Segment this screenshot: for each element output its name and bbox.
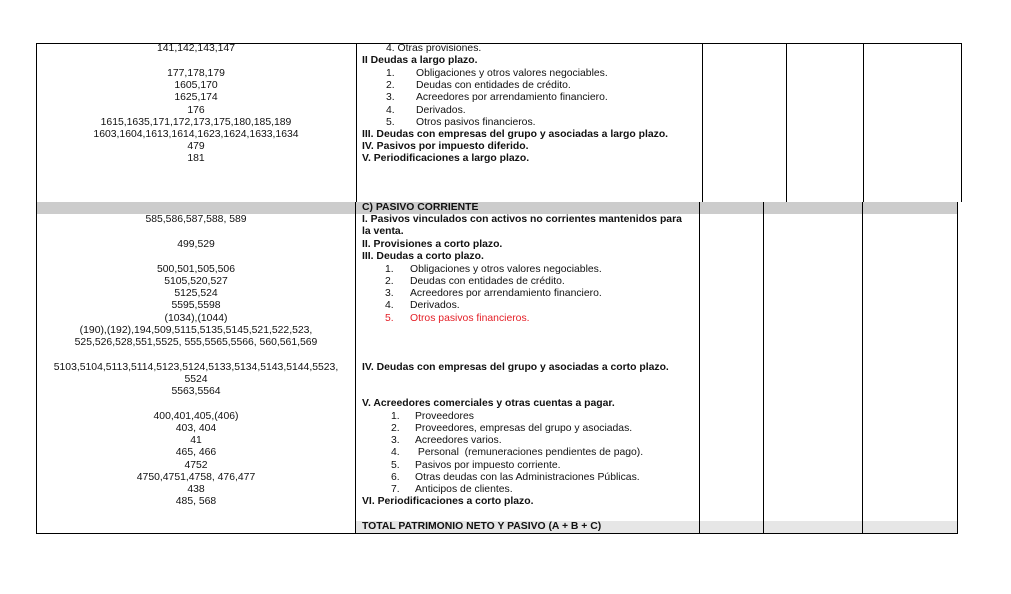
account-code: 41 [190,435,202,446]
item-number: 1. [391,411,400,422]
account-code: 5103,5104,5113,5114,5123,5124,5133,5134,5143,5144,5523, [53,362,339,373]
account-code: 4750,4751,4758, 476,477 [136,472,256,483]
account-code: 177,178,179 [167,68,225,79]
item-number: 1. [385,264,394,275]
item-number: 5. [391,460,400,471]
item-label-highlighted: Otros pasivos financieros. [410,313,530,324]
heading-deudas-largo-plazo: II Deudas a largo plazo. [362,55,478,66]
account-code: 141,142,143,147 [156,43,235,54]
lower-col-divider-3 [763,202,764,533]
account-code: 403, 404 [175,423,217,434]
upper-col-divider-4 [863,43,864,202]
heading-pasivos-impuesto-diferido: IV. Pasivos por impuesto diferido. [362,141,529,152]
item-label: Pasivos por impuesto corriente. [415,460,561,471]
account-code: 5105,520,527 [164,276,228,287]
lower-bottom-border [36,533,958,534]
item-label: Derivados. [410,300,460,311]
total-patrimonio-neto-pasivo: TOTAL PATRIMONIO NETO Y PASIVO (A + B + C) [362,521,602,532]
item-label: Anticipos de clientes. [415,484,513,495]
provision-item: 4. Otras provisiones. [386,43,482,54]
account-code: 1605,170 [174,80,218,91]
upper-col-divider-2 [702,43,703,202]
account-code: 5125,524 [174,288,218,299]
item-label: Proveedores [415,411,474,422]
heading-provisiones-corto: II. Provisiones a corto plazo. [362,239,503,250]
account-code: (190),(192),194,509,5115,5135,5145,521,522,523, [79,325,313,336]
upper-right-border [961,43,962,202]
account-code: 1625,174 [174,92,218,103]
lower-col-divider-2 [699,202,700,533]
item-number: 2. [386,80,395,91]
item-number: 1. [386,68,395,79]
account-code: 5595,5598 [171,300,221,311]
account-code: 5563,5564 [171,386,221,397]
account-code: 500,501,505,506 [156,264,235,275]
item-label: Obligaciones y otros valores negociables. [416,68,608,79]
item-number: 6. [391,472,400,483]
account-code: 438 [187,484,205,495]
account-code: 5524 [184,374,208,385]
heading-pasivos-vinculados-cont: la venta. [362,226,404,237]
heading-periodificaciones-largo: V. Periodificaciones a largo plazo. [362,153,530,164]
lower-col-divider-1 [355,202,356,533]
account-code: 1603,1604,1613,1614,1623,1624,1633,1634 [93,129,299,140]
section-title-pasivo-corriente: C) PASIVO CORRIENTE [362,202,479,213]
item-label: Acreedores por arrendamiento financiero. [410,288,602,299]
upper-col-divider-3 [786,43,787,202]
account-code: 585,586,587,588, 589 [145,214,247,225]
item-label: Otros pasivos financieros. [416,117,536,128]
item-number: 4. [386,105,395,116]
item-number: 4. [391,447,400,458]
account-code: (1034),(1044) [164,313,228,324]
lower-right-border [957,202,958,533]
account-code: 499,529 [177,239,215,250]
item-number: 3. [391,435,400,446]
item-label: Derivados. [416,105,466,116]
upper-col-divider-1 [356,43,357,202]
account-code: 1615,1635,171,172,173,175,180,185,189 [100,117,292,128]
account-code: 465, 466 [175,447,217,458]
item-number: 5. [386,117,395,128]
item-number-highlighted: 5. [385,313,394,324]
account-code: 485, 568 [175,496,217,507]
account-code: 176 [187,105,205,116]
heading-periodificaciones-corto: VI. Periodificaciones a corto plazo. [362,496,534,507]
account-code: 525,526,528,551,5525, 555,5565,5566, 560,561,569 [74,337,318,348]
item-label: Deudas con entidades de crédito. [416,80,571,91]
account-code: 400,401,405,(406) [153,411,239,422]
item-number: 2. [385,276,394,287]
item-label: Otras deudas con las Administraciones Públicas. [415,472,640,483]
heading-pasivos-vinculados: I. Pasivos vinculados con activos no corrientes mantenidos para [362,214,682,225]
section-band [37,202,957,214]
item-number: 3. [385,288,394,299]
item-label: Obligaciones y otros valores negociables. [410,264,602,275]
lower-col-divider-4 [862,202,863,533]
heading-deudas-grupo-largo: III. Deudas con empresas del grupo y asociadas a largo plazo. [362,129,669,140]
account-code: 4752 [184,460,208,471]
item-number: 3. [386,92,395,103]
item-number: 4. [385,300,394,311]
item-label: Personal (remuneraciones pendientes de pago). [415,447,644,458]
heading-deudas-corto: III. Deudas a corto plazo. [362,251,484,262]
item-label: Deudas con entidades de crédito. [410,276,565,287]
heading-acreedores-comerciales: V. Acreedores comerciales y otras cuentas a pagar. [362,398,615,409]
account-code: 181 [187,153,205,164]
item-label: Proveedores, empresas del grupo y asociadas. [415,423,633,434]
item-number: 2. [391,423,400,434]
account-code: 479 [187,141,205,152]
item-label: Acreedores por arrendamiento financiero. [416,92,608,103]
heading-deudas-grupo-corto: IV. Deudas con empresas del grupo y asociadas a corto plazo. [362,362,669,373]
item-label: Acreedores varios. [415,435,502,446]
item-number: 7. [391,484,400,495]
